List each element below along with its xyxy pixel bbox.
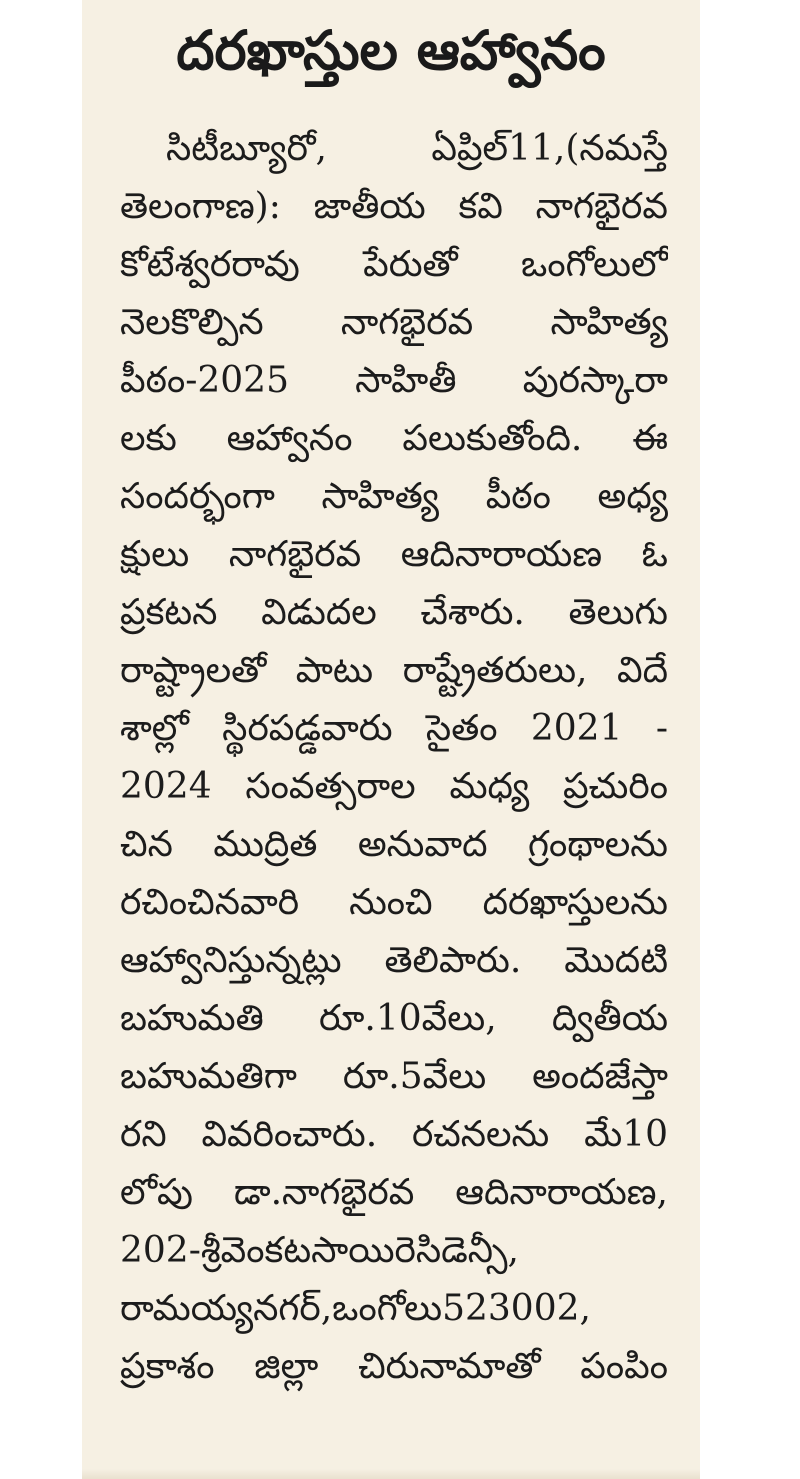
article-line: బహుమతి రూ.10వేలు, ద్వితీయ (120, 998, 668, 1039)
article-line: 2024 సంవత్సరాల మధ్య ప్రచురిం (120, 766, 668, 807)
article-body (120, 120, 668, 1396)
article-line: ప్రకటన విడుదల చేశారు. తెలుగు (120, 592, 668, 633)
article-line: రని వివరించారు. రచనలను మే10 (120, 1114, 668, 1155)
article-line: శాల్లో స్థిరపడ్డవారు సైతం 2021 - (120, 708, 668, 749)
article-line: బహుమతిగా రూ.5వేలు అందజేస్తా (120, 1056, 668, 1097)
article-line: లోపు డా.నాగభైరవ ఆదినారాయణ, (120, 1172, 668, 1213)
article-line: సిటీబ్యూరో, ఏప్రిల్11,(నమస్తే (166, 128, 668, 169)
article-line: రామయ్యనగర్,ఒంగోలు523002, (120, 1288, 591, 1329)
article-line: సందర్భంగా సాహిత్య పీఠం అధ్య (120, 476, 668, 517)
article-line: క్షులు నాగభైరవ ఆదినారాయణ ఓ (120, 534, 668, 575)
article-line: కోటేశ్వరరావు పేరుతో ఒంగోలులో (120, 244, 668, 285)
article-line: ఆహ్వానిస్తున్నట్లు తెలిపారు. మొదటి (120, 940, 668, 981)
article-line: లకు ఆహ్వానం పలుకుతోంది. ఈ (120, 418, 668, 459)
article-line: ప్రకాశం జిల్లా చిరునామాతో పంపిం (120, 1346, 668, 1387)
article-headline: దరఖాస్తుల ఆహ్వానం (176, 19, 606, 82)
article-line: రచించినవారి నుంచి దరఖాస్తులను (120, 882, 668, 923)
newspaper-clipping (82, 0, 700, 1479)
article-line: తెలంగాణ): జాతీయ కవి నాగభైరవ (120, 186, 668, 227)
article-line: 202-శ్రీవెంకటసాయిరెసిడెన్సీ, (120, 1230, 519, 1271)
article-line: నెలకొల్పిన నాగభైరవ సాహిత్య (120, 302, 668, 343)
article-line: రాష్ట్రాలతో పాటు రాష్ట్రేతరులు, విదే (120, 650, 668, 691)
clipping-cut-edge (82, 1469, 700, 1479)
article-line: చిన ముద్రిత అనువాద గ్రంథాలను (120, 824, 668, 865)
article-line: పీఠం-2025 సాహితీ పురస్కారా (120, 360, 668, 401)
